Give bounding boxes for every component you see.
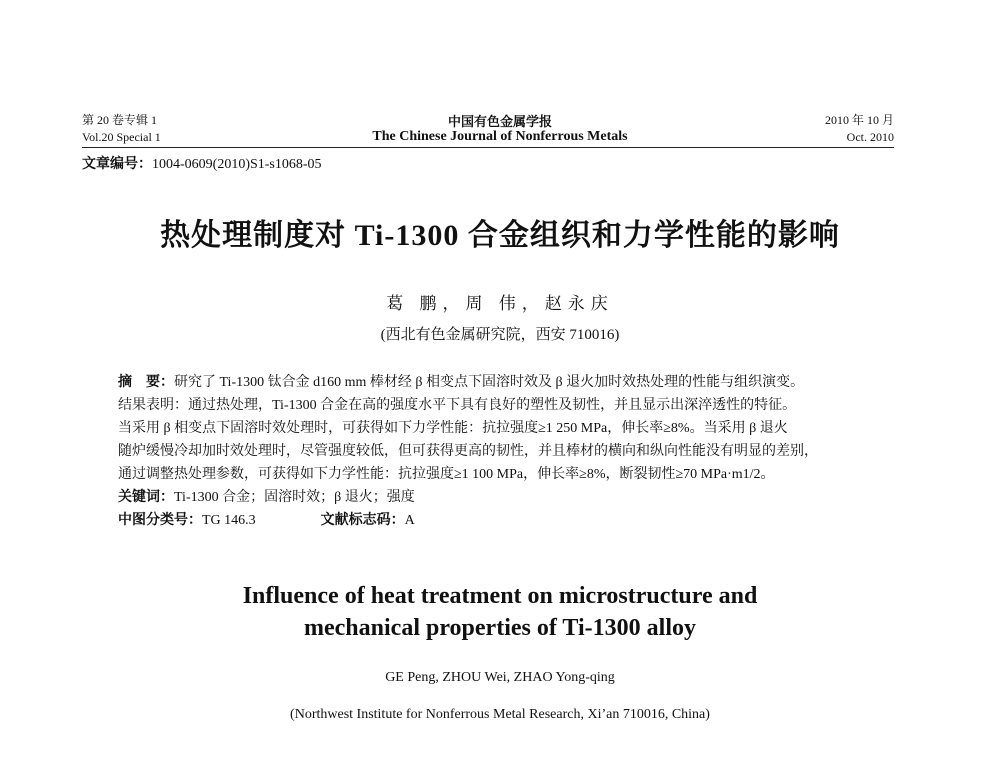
keywords-value: Ti-1300 合金；固溶时效；β 退火；强度	[174, 490, 415, 505]
clc-label: 中图分类号：	[118, 513, 202, 528]
authors-en: GE Peng, ZHOU Wei, ZHAO Yong-qing	[385, 670, 615, 685]
doc-code-label: 文献标志码：	[320, 513, 405, 528]
title-en-line-2: mechanical properties of Ti-1300 alloy	[304, 615, 696, 641]
date-cn: 2010 年 10 月	[824, 113, 894, 127]
abstract-line	[118, 371, 888, 394]
abstract-label: 摘 要：	[118, 375, 174, 390]
header-rule	[82, 147, 894, 148]
abstract-text-5: 通过调整热处理参数，可获得如下力学性能：抗拉强度≥1 100 MPa，伸长率≥8%，断裂韧性≥70 MPa·m1/2。	[118, 467, 775, 482]
abstract-text-3: 当采用 β 相变点下固溶时效处理时，可获得如下力学性能：抗拉强度≥1 250 MPa，伸长率≥8%。当采用 β 退火	[118, 421, 788, 436]
authors-cn: 葛 鹏，周 伟，赵永庆	[386, 294, 614, 313]
article-number	[82, 153, 322, 173]
title-en-line-1: Influence of heat treatment on microstructure and	[242, 583, 758, 609]
clc-value: TG 146.3	[202, 513, 256, 528]
keywords-label: 关键词：	[118, 490, 174, 505]
article-number-label: 文章编号：	[82, 157, 152, 172]
abstract-text-1: 研究了 Ti-1300 钛合金 d160 mm 棒材经 β 相变点下固溶时效及 β 退火加时效热处理的性能与组织演变。	[174, 375, 805, 390]
doc-code-value: A	[404, 513, 415, 528]
volume-en: Vol.20 Special 1	[82, 130, 161, 144]
title-cn: 热处理制度对 Ti-1300 合金组织和力学性能的影响	[160, 219, 840, 252]
abstract-text-4: 随炉缓慢冷却加时效处理时，尽管强度较低，但可获得更高的韧性，并且棒材的横向和纵向性能没有明显的差别，	[118, 444, 818, 459]
journal-name-en: The Chinese Journal of Nonferrous Metals	[372, 129, 628, 144]
article-number-value: 1004-0609(2010)S1-s1068-05	[152, 157, 322, 172]
date-en: Oct. 2010	[846, 130, 894, 144]
classification	[118, 509, 888, 532]
journal-name-cn: 中国有色金属学报	[447, 114, 552, 129]
keywords	[118, 486, 888, 509]
volume-cn: 第 20 卷专辑 1	[82, 113, 158, 127]
abstract-text-2: 结果表明：通过热处理，Ti-1300 合金在高的强度水平下具有良好的塑性及韧性，并且显示出深淬透性的特征。	[118, 398, 797, 413]
affiliation-cn: (西北有色金属研究院，西安 710016)	[380, 327, 620, 343]
affiliation-en: (Northwest Institute for Nonferrous Metal Research, Xi’an 710016, China)	[290, 707, 710, 722]
